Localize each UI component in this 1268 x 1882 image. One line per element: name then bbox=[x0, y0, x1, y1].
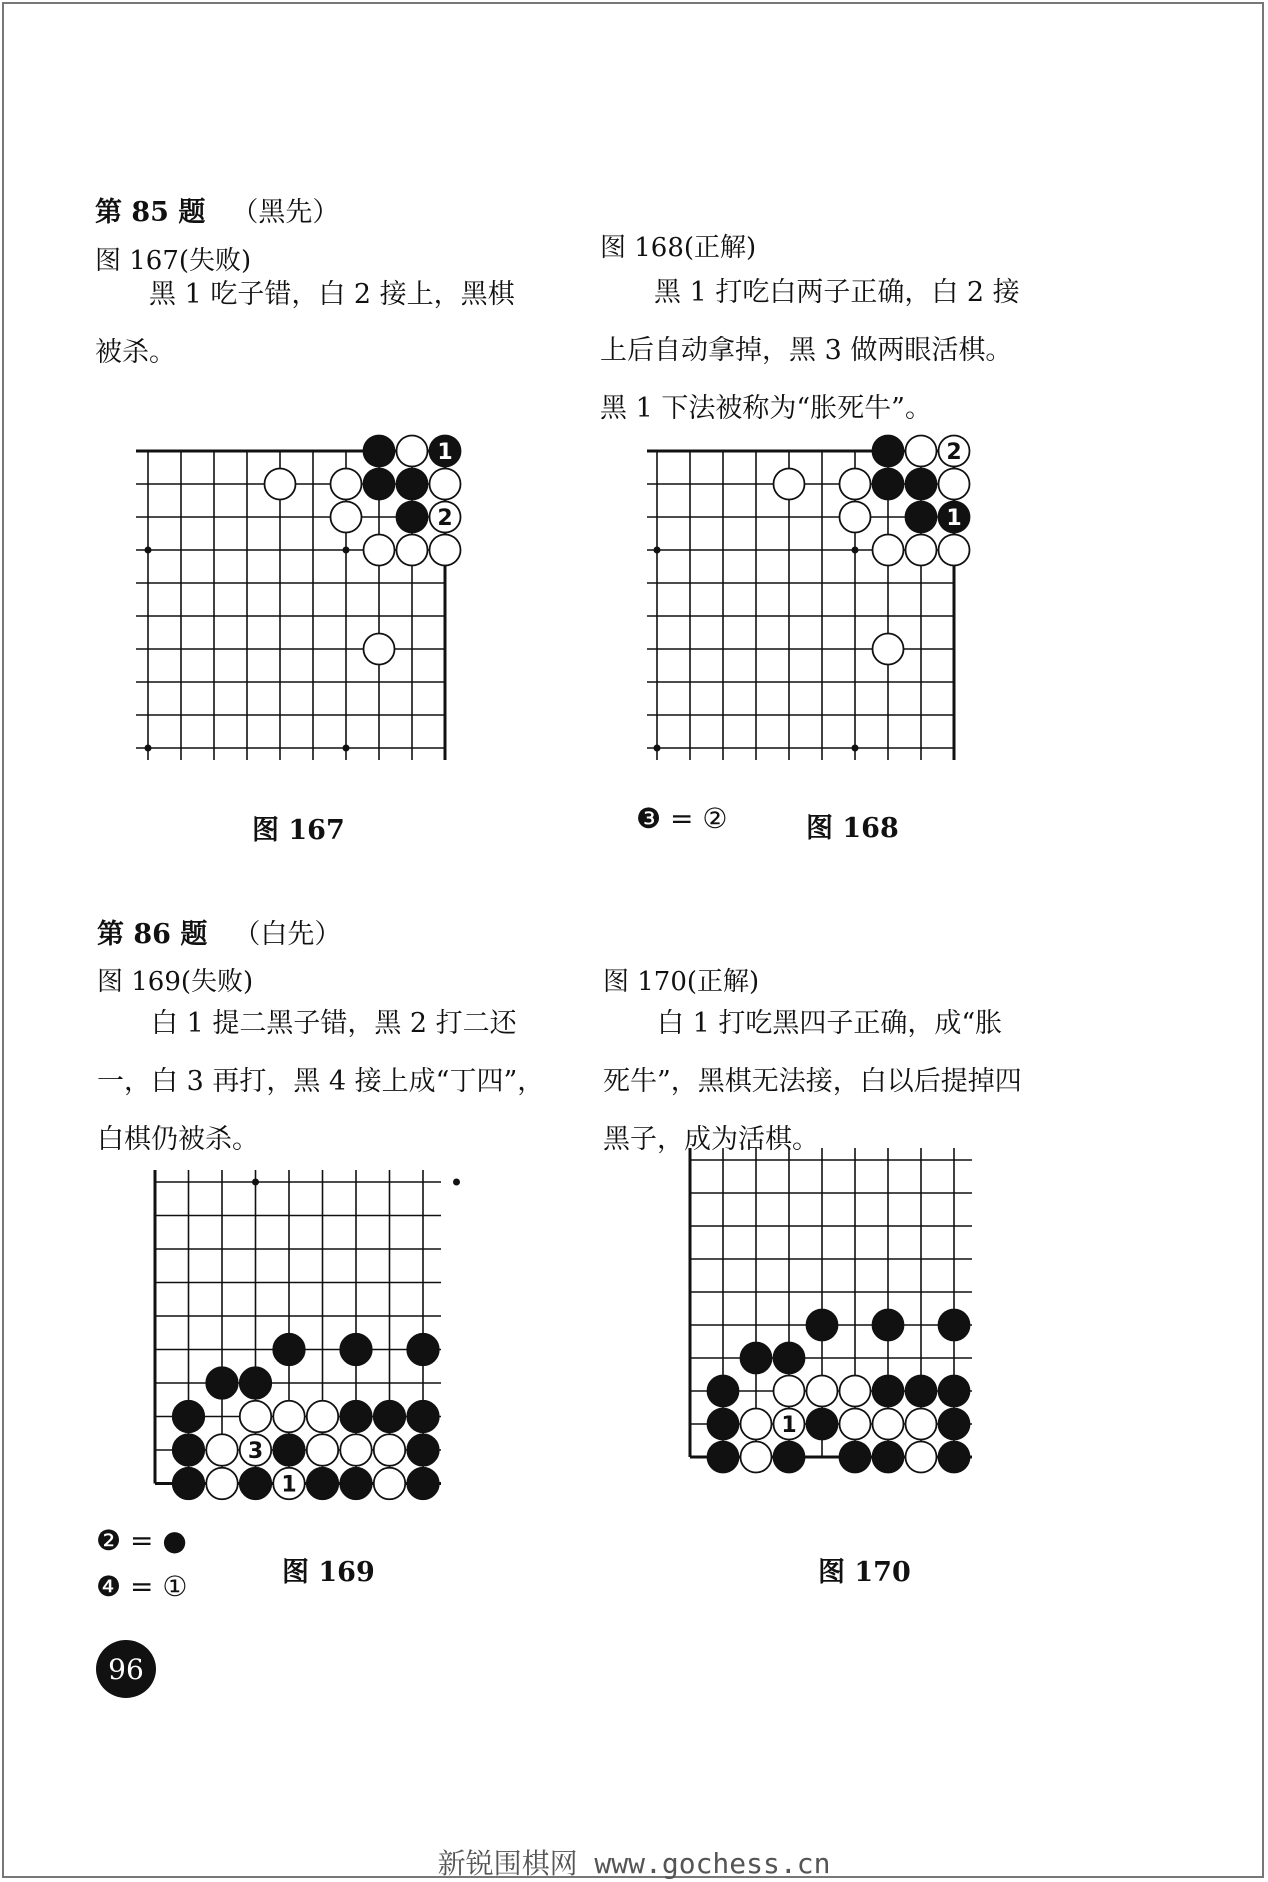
white-stone bbox=[363, 534, 394, 565]
black-stone bbox=[363, 435, 394, 466]
text-line: 黑 1 吃子错，白 2 接上，黑棋 bbox=[95, 279, 515, 310]
black-stone bbox=[707, 1408, 738, 1439]
black-stone bbox=[872, 1375, 903, 1406]
black-stone bbox=[396, 468, 427, 499]
fig169-text bbox=[97, 995, 567, 1169]
white-stone bbox=[273, 1468, 304, 1499]
black-stone bbox=[240, 1468, 271, 1499]
black-stone bbox=[872, 435, 903, 466]
black-stone bbox=[839, 1441, 870, 1472]
white-stone bbox=[396, 534, 427, 565]
white-stone bbox=[307, 1401, 338, 1432]
white-stone bbox=[330, 501, 361, 532]
black-stone bbox=[707, 1441, 738, 1472]
white-stone bbox=[363, 633, 394, 664]
fig170-label: 图 170(正解) bbox=[603, 967, 760, 997]
white-stone bbox=[429, 501, 460, 532]
star-point bbox=[654, 745, 661, 752]
text-line: 白棋仍被杀。 bbox=[97, 1124, 259, 1155]
go-board-fig167 bbox=[130, 430, 480, 770]
fig170-caption: 图 170 bbox=[818, 1557, 911, 1588]
white-stone bbox=[905, 534, 936, 565]
watermark: 新锐围棋网 www.gochess.cn bbox=[437, 1847, 831, 1880]
white-stone bbox=[839, 1375, 870, 1406]
white-stone bbox=[396, 435, 427, 466]
black-stone bbox=[740, 1342, 771, 1373]
white-stone bbox=[905, 1408, 936, 1439]
black-stone bbox=[173, 1468, 204, 1499]
black-stone bbox=[173, 1434, 204, 1465]
black-stone bbox=[396, 501, 427, 532]
white-stone bbox=[938, 468, 969, 499]
black-stone bbox=[938, 1375, 969, 1406]
move-number: 1 bbox=[437, 440, 453, 465]
white-stone bbox=[740, 1441, 771, 1472]
black-stone bbox=[407, 1434, 438, 1465]
black-stone bbox=[938, 1441, 969, 1472]
black-stone bbox=[340, 1401, 371, 1432]
black-stone bbox=[407, 1468, 438, 1499]
problem-85-tag: （黑先） bbox=[231, 197, 340, 228]
move-number: 2 bbox=[946, 440, 962, 465]
text-line: 死牛”，黑棋无法接，白以后提掉四 bbox=[603, 1066, 1022, 1097]
move-number: 3 bbox=[247, 1439, 264, 1464]
black-stone bbox=[905, 501, 936, 532]
white-stone bbox=[839, 468, 870, 499]
white-stone bbox=[905, 435, 936, 466]
black-stone bbox=[407, 1401, 438, 1432]
text-line: 黑 1 打吃白两子正确，白 2 接 bbox=[600, 277, 1020, 308]
fig167-caption: 图 167 bbox=[252, 815, 345, 846]
black-stone bbox=[273, 1434, 304, 1465]
fig169-legend-2: ❹ = ① bbox=[96, 1570, 188, 1603]
white-stone bbox=[273, 1401, 304, 1432]
black-stone bbox=[773, 1342, 804, 1373]
star-point bbox=[145, 547, 152, 554]
black-stone bbox=[872, 1441, 903, 1472]
white-stone bbox=[938, 435, 969, 466]
white-stone bbox=[374, 1434, 405, 1465]
black-stone bbox=[340, 1334, 371, 1365]
white-stone bbox=[872, 1408, 903, 1439]
white-stone bbox=[240, 1401, 271, 1432]
star-point bbox=[145, 745, 152, 752]
move-number: 1 bbox=[281, 1472, 297, 1498]
star-point bbox=[343, 547, 350, 554]
text-line: 被杀。 bbox=[95, 337, 176, 368]
text-line: 黑子，成为活棋。 bbox=[603, 1124, 819, 1155]
white-stone bbox=[839, 501, 870, 532]
text-line: 一，白 3 再打，黑 4 接上成“丁四”， bbox=[97, 1066, 545, 1097]
board-grid bbox=[647, 451, 954, 760]
white-stone bbox=[206, 1434, 237, 1465]
black-stone bbox=[707, 1375, 738, 1406]
text-line: 黑 1 下法被称为“胀死牛”。 bbox=[600, 393, 932, 424]
black-stone bbox=[773, 1441, 804, 1472]
go-board-fig168 bbox=[645, 430, 985, 770]
white-stone bbox=[872, 633, 903, 664]
black-stone bbox=[938, 501, 969, 532]
move-number: 1 bbox=[946, 506, 962, 531]
black-stone bbox=[872, 1309, 903, 1340]
problem-86-heading: 第 86 题 （白先） bbox=[97, 919, 342, 950]
white-stone bbox=[806, 1375, 837, 1406]
star-point bbox=[252, 1179, 259, 1186]
white-stone bbox=[429, 468, 460, 499]
fig167-label: 图 167(失败) bbox=[95, 246, 252, 276]
fig168-label: 图 168(正解) bbox=[600, 233, 757, 263]
black-stone bbox=[363, 468, 394, 499]
white-stone bbox=[773, 468, 804, 499]
white-stone bbox=[938, 534, 969, 565]
black-stone bbox=[938, 1309, 969, 1340]
star-point bbox=[343, 745, 350, 752]
black-stone bbox=[273, 1334, 304, 1365]
black-stone bbox=[240, 1367, 271, 1398]
white-stone bbox=[429, 534, 460, 565]
white-stone bbox=[374, 1468, 405, 1499]
black-stone bbox=[407, 1334, 438, 1365]
fig167-text bbox=[95, 266, 565, 382]
white-stone bbox=[773, 1408, 804, 1439]
white-stone bbox=[340, 1434, 371, 1465]
black-stone bbox=[206, 1367, 237, 1398]
black-stone bbox=[374, 1401, 405, 1432]
move-number: 2 bbox=[437, 506, 453, 531]
fig168-legend: ❸ = ② bbox=[636, 802, 728, 835]
fig169-caption: 图 169 bbox=[282, 1557, 375, 1588]
go-board-fig170 bbox=[670, 1140, 1010, 1500]
black-stone bbox=[340, 1468, 371, 1499]
star-point bbox=[453, 1179, 460, 1186]
move-number: 1 bbox=[781, 1413, 797, 1438]
star-point bbox=[654, 547, 661, 554]
black-stone bbox=[872, 468, 903, 499]
star-point bbox=[852, 745, 859, 752]
black-stone bbox=[307, 1468, 338, 1499]
black-stone bbox=[905, 1375, 936, 1406]
white-stone bbox=[240, 1434, 271, 1465]
white-stone bbox=[905, 1441, 936, 1472]
white-stone bbox=[264, 468, 295, 499]
fig168-caption: 图 168 bbox=[806, 813, 899, 844]
white-stone bbox=[307, 1434, 338, 1465]
problem-86-tag: （白先） bbox=[233, 919, 342, 950]
text-line: 白 1 提二黑子错，黑 2 打二还 bbox=[97, 1008, 517, 1039]
white-stone bbox=[740, 1408, 771, 1439]
star-point bbox=[852, 547, 859, 554]
white-stone bbox=[206, 1468, 237, 1499]
board-grid bbox=[136, 451, 445, 760]
black-stone bbox=[938, 1408, 969, 1439]
white-stone bbox=[872, 534, 903, 565]
go-board-fig169 bbox=[140, 1160, 480, 1520]
black-stone bbox=[429, 435, 460, 466]
fig169-label: 图 169(失败) bbox=[97, 967, 254, 997]
black-stone bbox=[905, 468, 936, 499]
white-stone bbox=[330, 468, 361, 499]
fig169-legend-1: ❷ = ● bbox=[96, 1524, 187, 1557]
white-stone bbox=[773, 1375, 804, 1406]
fig168-text bbox=[600, 264, 1100, 438]
white-stone bbox=[839, 1408, 870, 1439]
black-stone bbox=[806, 1408, 837, 1439]
problem-85-heading: 第 85 题 （黑先） bbox=[95, 197, 340, 228]
text-line: 上后自动拿掉，黑 3 做两眼活棋。 bbox=[600, 335, 1013, 366]
black-stone bbox=[173, 1401, 204, 1432]
black-stone bbox=[806, 1309, 837, 1340]
page-number: 96 bbox=[96, 1640, 156, 1698]
text-line: 白 1 打吃黑四子正确，成“胀 bbox=[603, 1008, 1003, 1039]
